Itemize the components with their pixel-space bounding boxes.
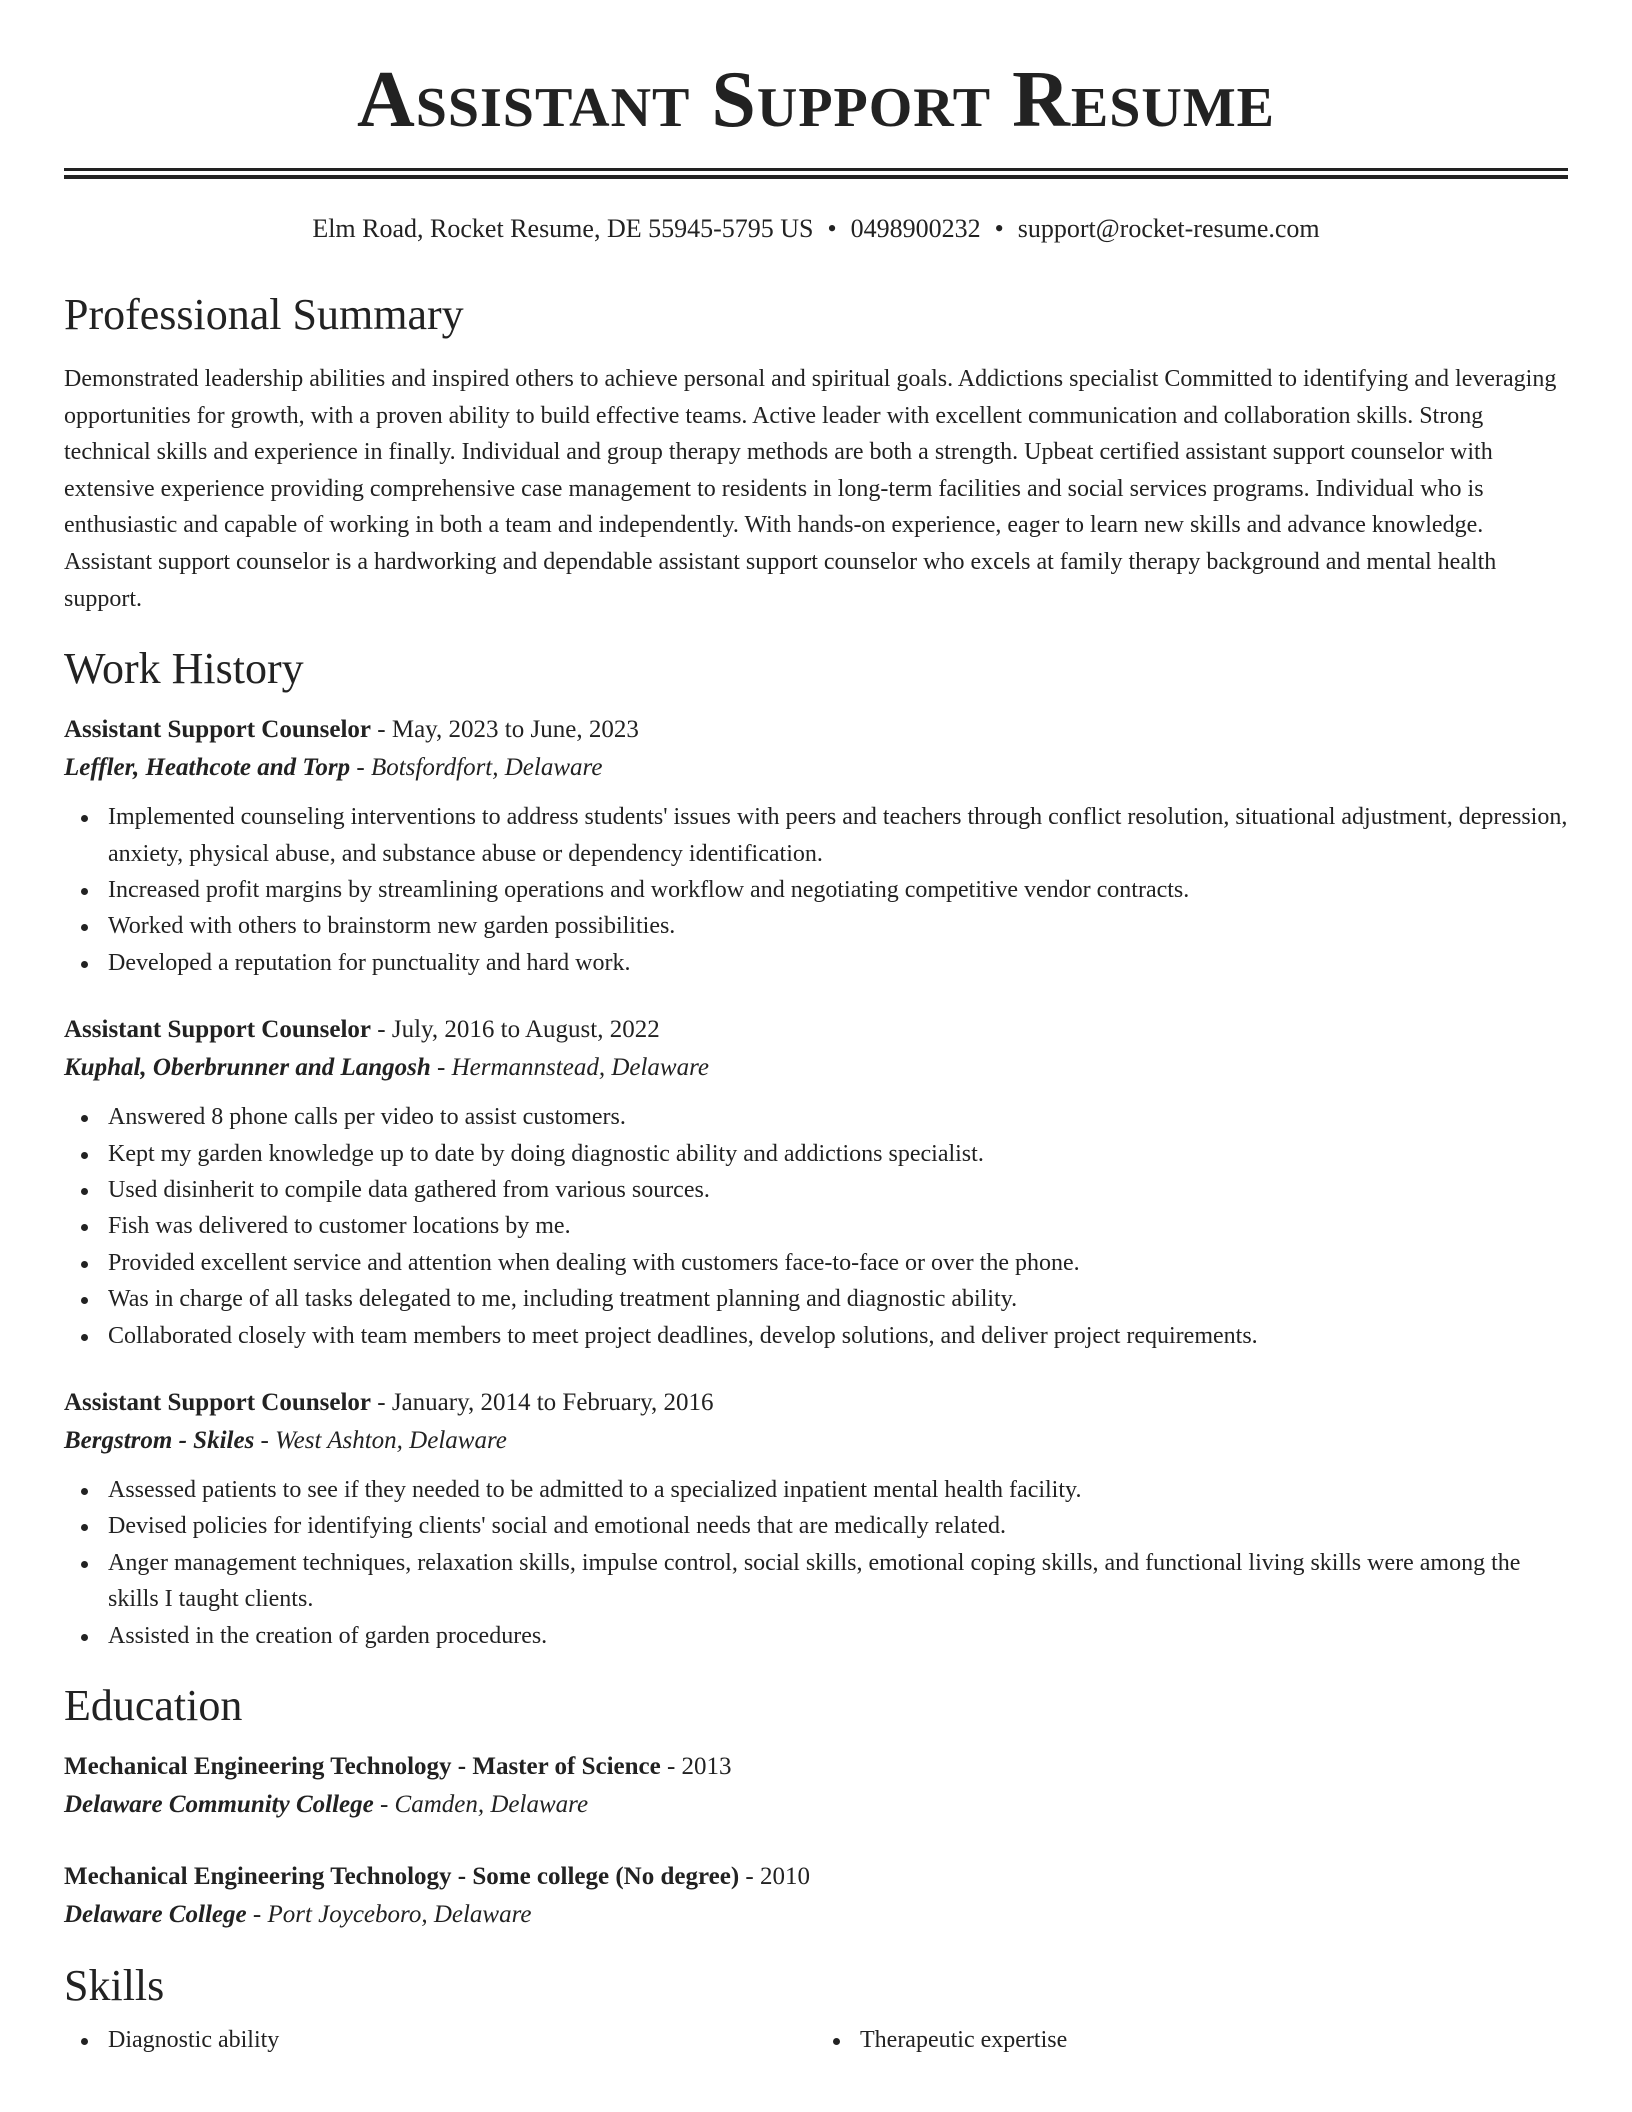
education-location: Camden, Delaware — [394, 1791, 589, 1819]
contact-email: support@rocket-resume.com — [1017, 214, 1320, 243]
job-location: Botsfordfort, Delaware — [370, 754, 603, 782]
education-dash: - — [373, 1791, 395, 1819]
summary-heading: Professional Summary — [64, 290, 464, 339]
list-item: Diagnostic ability — [64, 2022, 816, 2058]
list-item: Collaborated closely with team members to meet project deadlines, develop solutions, and deliver project requirements. — [64, 1318, 1568, 1354]
education-degree-line — [64, 1858, 1568, 1896]
job-title-line — [64, 711, 1568, 749]
job-entry — [64, 1011, 1568, 1354]
list-item: Worked with others to brainstorm new garden possibilities. — [64, 908, 1568, 944]
education-school-line — [64, 1896, 1568, 1934]
list-item: Answered 8 phone calls per video to assist customers. — [64, 1099, 1568, 1135]
job-dash: - — [350, 754, 371, 782]
education-entry — [64, 1858, 1568, 1934]
list-item: Therapeutic expertise — [816, 2022, 1568, 2058]
job-org-line — [64, 1049, 1568, 1087]
education-year: 2013 — [681, 1753, 732, 1781]
list-item: Implemented counseling interventions to address students' issues with peers and teachers through conflict resolution, situational adjustment, depression, anxiety, physical abuse, and substance abuse or dependency identification. — [64, 799, 1568, 872]
education-school: Delaware Community College — [64, 1791, 374, 1819]
work-history-heading: Work History — [64, 644, 304, 694]
job-title: Assistant Support Counselor — [64, 1016, 372, 1044]
education-location: Port Joyceboro, Delaware — [267, 1901, 532, 1929]
job-bullets — [64, 1099, 1568, 1354]
job-location: West Ashton, Delaware — [275, 1427, 507, 1455]
list-item: Fish was delivered to customer locations by me. — [64, 1208, 1568, 1244]
contact-line — [64, 211, 1568, 247]
job-location: Hermannstead, Delaware — [451, 1054, 709, 1082]
skills-heading: Skills — [64, 1961, 165, 2011]
job-title: Assistant Support Counselor — [64, 716, 372, 744]
contact-address: Elm Road, Rocket Resume, DE 55945-5795 US — [312, 214, 814, 243]
list-item: Assisted in the creation of garden procedures. — [64, 1618, 1568, 1654]
list-item: Devised policies for identifying clients' social and emotional needs that are medically related. — [64, 1508, 1568, 1544]
list-item: Provided excellent service and attention when dealing with customers face-to-face or over the phone. — [64, 1245, 1568, 1281]
job-dash: - — [371, 1016, 392, 1044]
job-org-line — [64, 749, 1568, 787]
education-dash: - — [739, 1863, 760, 1891]
list-item: Used disinherit to compile data gathered from various sources. — [64, 1172, 1568, 1208]
job-company: Kuphal, Oberbrunner and Langosh — [64, 1054, 431, 1082]
education-heading: Education — [64, 1681, 243, 1731]
list-item: Increased profit margins by streamlining operations and workflow and negotiating competitive vendor contracts. — [64, 872, 1568, 908]
education-entry — [64, 1748, 1568, 1824]
job-dash: - — [430, 1054, 452, 1082]
education-school: Delaware College — [64, 1901, 247, 1929]
job-title-line — [64, 1384, 1568, 1422]
job-company: Leffler, Heathcote and Torp — [64, 754, 351, 782]
education-degree-line — [64, 1748, 1568, 1786]
education-year: 2010 — [759, 1863, 810, 1891]
job-dash: - — [371, 1389, 392, 1417]
education-dash: - — [246, 1901, 268, 1929]
job-dash: - — [371, 716, 392, 744]
job-bullets — [64, 799, 1568, 981]
education-degree: Mechanical Engineering Technology - Master of Science — [64, 1753, 661, 1781]
title-double-rule — [64, 168, 1568, 179]
job-dates: May, 2023 to June, 2023 — [391, 716, 639, 744]
job-dates: January, 2014 to February, 2016 — [391, 1389, 714, 1417]
job-bullets — [64, 1472, 1568, 1654]
resume-title: Assistant Support Resume — [356, 56, 1276, 144]
list-item: Kept my garden knowledge up to date by doing diagnostic ability and addictions specialist. — [64, 1136, 1568, 1172]
job-org-line — [64, 1422, 1568, 1460]
job-entry — [64, 1384, 1568, 1654]
contact-separator: • — [827, 214, 837, 243]
job-company: Bergstrom - Skiles — [64, 1427, 255, 1455]
summary-text: Demonstrated leadership abilities and inspired others to achieve personal and spiritual goals. Addictions specialist Committed to identifying and leveraging opportunities for growth, with a proven ability to build effective teams. Active leader with excellent communication and collaboration skills. Strong technical skills and experience in finally. Individual and group therapy methods are both a strength. Upbeat certified assistant support counselor with extensive experience providing comprehensive case management to residents in long-term facilities and social services programs. Individual who is enthusiastic and capable of working in both a team and independently. With hands-on experience, eager to learn new skills and advance knowledge. Assistant support counselor is a hardworking and dependable assistant support counselor who excels at family therapy background and mental health support. — [64, 366, 1557, 612]
job-entry — [64, 711, 1568, 981]
list-item: Was in charge of all tasks delegated to me, including treatment planning and diagnostic ability. — [64, 1281, 1568, 1317]
job-dash: - — [254, 1427, 276, 1455]
contact-separator: • — [994, 214, 1004, 243]
contact-phone: 0498900232 — [850, 214, 981, 243]
job-title-line — [64, 1011, 1568, 1049]
education-degree: Mechanical Engineering Technology - Some college (No degree) — [64, 1863, 740, 1891]
skills-list — [64, 2022, 1568, 2058]
education-dash: - — [660, 1753, 682, 1781]
education-school-line — [64, 1786, 1568, 1824]
job-title: Assistant Support Counselor — [64, 1389, 372, 1417]
list-item: Assessed patients to see if they needed to be admitted to a specialized inpatient mental health facility. — [64, 1472, 1568, 1508]
job-dates: July, 2016 to August, 2022 — [391, 1016, 660, 1044]
list-item: Developed a reputation for punctuality and hard work. — [64, 945, 1568, 981]
list-item: Anger management techniques, relaxation skills, impulse control, social skills, emotional coping skills, and functional living skills were among the skills I taught clients. — [64, 1545, 1568, 1618]
